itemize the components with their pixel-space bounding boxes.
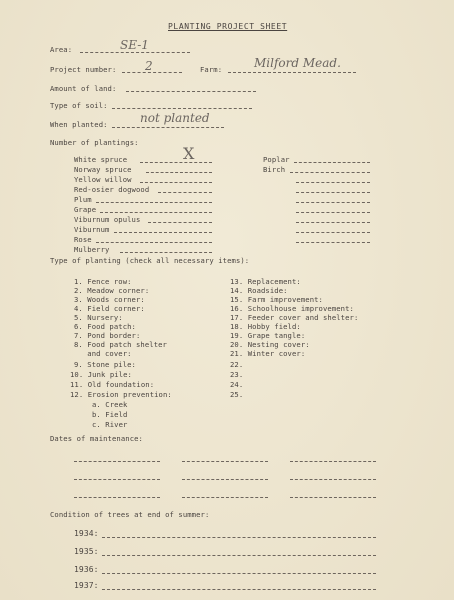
planting-line: [294, 162, 370, 163]
planting-item: Grape: [74, 205, 97, 214]
type-subitem: b. Field: [92, 410, 128, 419]
type-item: 20. Nesting cover:: [230, 340, 310, 349]
condition-line: [102, 589, 376, 590]
type-of-planting-heading: Type of planting (check all necessary items):: [50, 256, 250, 265]
planting-line: [96, 202, 212, 203]
maintenance-line: [182, 479, 268, 480]
project-number-value: 2: [145, 59, 153, 73]
planting-line: [296, 192, 370, 193]
planting-line: [96, 242, 212, 243]
planting-line: [296, 222, 370, 223]
condition-of-trees-label: Condition of trees at end of summer:: [50, 510, 210, 519]
maintenance-line: [74, 479, 160, 480]
planting-item: Rose: [74, 235, 92, 244]
when-planted-line: [112, 127, 224, 128]
type-item: 8. Food patch shelter: [74, 340, 167, 349]
type-item: 3. Woods corner:: [74, 295, 145, 304]
planting-item: Birch: [263, 165, 286, 174]
type-item: 13. Replacement:: [230, 277, 301, 286]
type-subitem: c. River: [92, 420, 128, 429]
planting-line: [296, 242, 370, 243]
type-item: 10. Junk pile:: [70, 370, 132, 379]
number-of-plantings-label: Number of plantings:: [50, 138, 139, 147]
type-item: and cover:: [74, 349, 132, 358]
type-item: 25.: [230, 390, 244, 399]
type-item: 7. Pond border:: [74, 331, 141, 340]
when-planted-value: not planted: [140, 111, 210, 125]
planting-item: Viburnum: [74, 225, 110, 234]
planting-line: [120, 252, 212, 253]
planting-line: [146, 172, 212, 173]
planting-item: Poplar: [263, 155, 290, 164]
type-item: 14. Roadside:: [230, 286, 288, 295]
planting-item: Yellow willow: [74, 175, 132, 184]
condition-line: [102, 537, 376, 538]
area-line: [80, 52, 190, 53]
type-item: 1. Fence row:: [74, 277, 132, 286]
condition-year: 1937:: [74, 581, 99, 590]
farm-value: Milford Mead.: [254, 56, 341, 70]
planting-item: Mulberry: [74, 245, 110, 254]
farm-line: [228, 72, 356, 73]
planting-line: [296, 212, 370, 213]
maintenance-line: [182, 461, 268, 462]
planting-line: [140, 162, 212, 163]
planting-item: Norway spruce: [74, 165, 132, 174]
type-item: 22.: [230, 360, 244, 369]
type-item: 5. Nursery:: [74, 313, 123, 322]
maintenance-line: [290, 479, 376, 480]
plantings-check-mark: X: [183, 144, 195, 163]
amount-of-land-label: Amount of land:: [50, 84, 117, 93]
type-of-soil-label: Type of soil:: [50, 101, 108, 110]
type-item: 16. Schoolhouse improvement:: [230, 304, 354, 313]
condition-line: [102, 555, 376, 556]
planting-line: [100, 212, 212, 213]
condition-year: 1934:: [74, 529, 99, 538]
planting-line: [296, 202, 370, 203]
planting-line: [296, 182, 370, 183]
planting-line: [140, 182, 212, 183]
type-item: 23.: [230, 370, 244, 379]
type-item: 24.: [230, 380, 244, 389]
planting-line: [114, 232, 212, 233]
farm-label: Farm:: [200, 65, 223, 74]
planting-line: [290, 172, 370, 173]
type-item: 18. Hobby field:: [230, 322, 301, 331]
planting-line: [148, 222, 212, 223]
maintenance-line: [182, 497, 268, 498]
sheet-title: PLANTING PROJECT SHEET: [168, 22, 288, 31]
maintenance-line: [290, 461, 376, 462]
when-planted-label: When planted:: [50, 120, 108, 129]
type-item: 11. Old foundation:: [70, 380, 155, 389]
planting-item: Red-osier dogwood: [74, 185, 150, 194]
maintenance-line: [74, 497, 160, 498]
planting-item: Plum: [74, 195, 92, 204]
project-number-label: Project number:: [50, 65, 117, 74]
planting-line: [158, 192, 212, 193]
type-item: 19. Grape tangle:: [230, 331, 306, 340]
type-item: 2. Meadow corner:: [74, 286, 150, 295]
type-item: 9. Stone pile:: [74, 360, 136, 369]
type-of-soil-line: [112, 108, 252, 109]
type-item: 6. Food patch:: [74, 322, 136, 331]
condition-line: [102, 573, 376, 574]
maintenance-line: [290, 497, 376, 498]
type-item: 12. Erosion prevention:: [70, 390, 172, 399]
planting-line: [296, 232, 370, 233]
dates-of-maintenance-label: Dates of maintenance:: [50, 434, 143, 443]
type-item: 21. Winter cover:: [230, 349, 306, 358]
type-item: 17. Feeder cover and shelter:: [230, 313, 359, 322]
amount-of-land-line: [126, 91, 256, 92]
maintenance-line: [74, 461, 160, 462]
type-item: 15. Farm improvement:: [230, 295, 323, 304]
condition-year: 1936:: [74, 565, 99, 574]
condition-year: 1935:: [74, 547, 99, 556]
area-label: Area:: [50, 45, 73, 54]
type-item: 4. Field corner:: [74, 304, 145, 313]
planting-item: Viburnum opulus: [74, 215, 141, 224]
type-subitem: a. Creek: [92, 400, 128, 409]
area-value: SE-1: [120, 38, 149, 52]
planting-item: White spruce: [74, 155, 128, 164]
